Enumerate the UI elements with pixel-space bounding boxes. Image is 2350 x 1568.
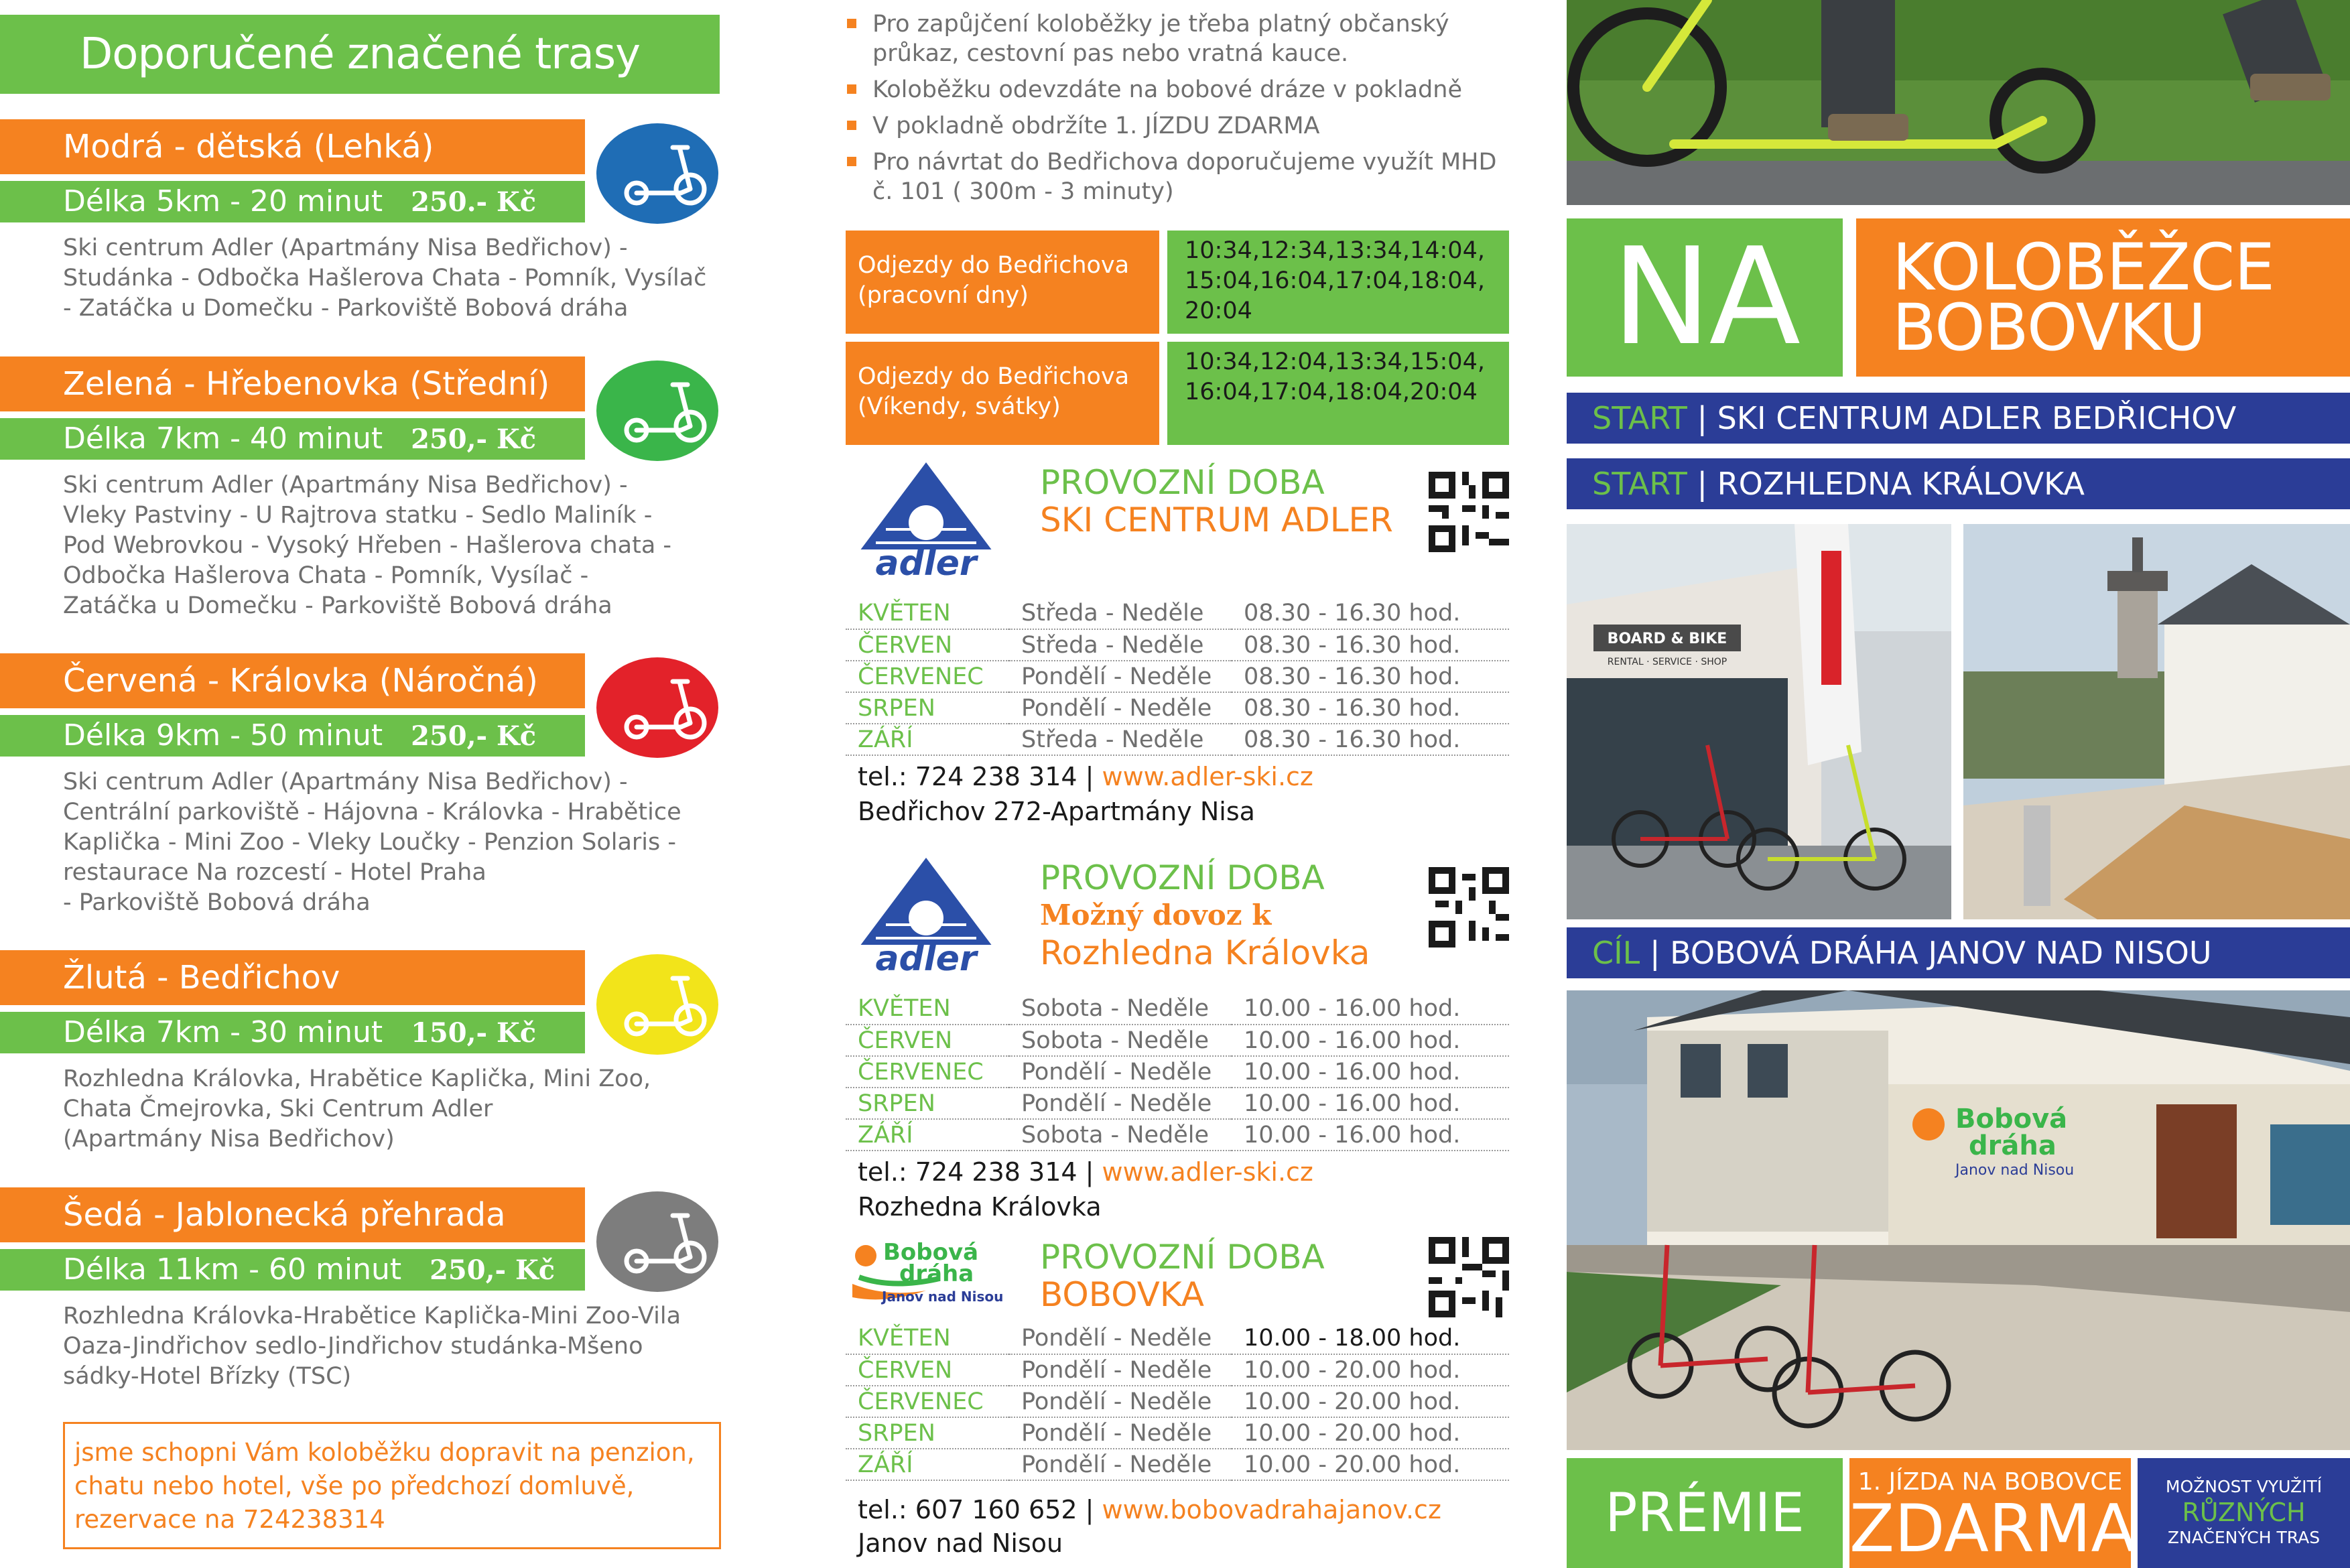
table-row: KVĚTEN Středa - Neděle 08.30 - 16.30 hod. <box>846 598 1509 629</box>
adler-logo <box>846 462 1006 590</box>
condition-item: V pokladně obdržíte 1. JÍZDU ZDARMA <box>838 111 1508 141</box>
cover-column <box>1567 0 2350 1568</box>
website-link[interactable]: www.bobovadrahajanov.cz <box>1102 1495 1441 1524</box>
schedule-table <box>846 993 1509 1151</box>
route-price: 150,- Kč <box>411 1017 537 1049</box>
delivery-note: jsme schopni Vám koloběžku dopravit na penzion, chatu nebo hotel, vše po předchozí domluvě, rezervace na 724238314 <box>63 1422 721 1549</box>
route-title: Modrá - dětská (Lehká) <box>0 119 585 174</box>
departures-weekdays <box>846 231 1509 334</box>
schedule-table <box>846 1323 1509 1481</box>
route-title: Červená - Královka (Náročná) <box>0 653 585 708</box>
address: Janov nad Nisou <box>858 1528 1063 1558</box>
condition-item: Koloběžku odevzdáte na bobové dráze v pokladně <box>838 75 1508 105</box>
finish-bar: CÍL | BOBOVÁ DRÁHA JANOV NAD NISOU <box>1567 927 2350 978</box>
scooter-icon <box>596 954 718 1055</box>
free-ride-big: ZDARMA <box>1849 1491 2136 1567</box>
start-bar-adler: START | SKI CENTRUM ADLER BEDŘICHOV <box>1567 393 2350 444</box>
routes-option-box: MOŽNOST VYUŽITÍ RŮZNÝCH ZNAČENÝCH TRAS <box>2138 1458 2350 1568</box>
scooter-icon <box>596 361 718 461</box>
svg-text:RENTAL · SERVICE · SHOP: RENTAL · SERVICE · SHOP <box>1607 657 1727 667</box>
schedule-subheading: Možný dovoz k <box>1040 899 1272 931</box>
bobova-draha-photo <box>1567 990 2350 1450</box>
table-row: ZÁŘÍ Středa - Neděle 08.30 - 16.30 hod. <box>846 724 1509 755</box>
schedule-subheading-2: Rozhledna Královka <box>1040 933 1370 972</box>
kolobezce-title: KOLOBĚŽCE BOBOVKU <box>1856 218 2350 377</box>
route-price: 250,- Kč <box>411 720 537 752</box>
rental-conditions <box>838 9 1508 213</box>
table-row: SRPEN Pondělí - Neděle 10.00 - 20.00 hod. <box>846 1417 1509 1449</box>
bike-shop-photo <box>1567 524 1951 919</box>
table-row: KVĚTEN Sobota - Neděle 10.00 - 16.00 hod. <box>846 993 1509 1025</box>
scooter-rider-photo <box>1567 0 2350 205</box>
schedule-heading: PROVOZNÍ DOBA <box>1040 1238 1325 1277</box>
table-row: ČERVENEC Pondělí - Neděle 08.30 - 16.30 hod. <box>846 661 1509 692</box>
free-ride-box <box>1849 1458 2136 1568</box>
route-price: 250,- Kč <box>430 1254 556 1286</box>
route-price: 250.- Kč <box>411 186 537 218</box>
table-row: ZÁŘÍ Pondělí - Neděle 10.00 - 20.00 hod. <box>846 1449 1509 1480</box>
svg-text:dráha: dráha <box>899 1260 974 1287</box>
route-title: Žlutá - Bedřichov <box>0 950 585 1005</box>
route-length: Délka 5km - 20 minut 250.- Kč <box>0 181 585 222</box>
website-link[interactable]: www.adler-ski.cz <box>1102 762 1313 791</box>
route-length: Délka 9km - 50 minut 250,- Kč <box>0 715 585 757</box>
route-price: 250,- Kč <box>411 423 537 455</box>
qr-code-icon <box>1429 867 1509 948</box>
table-row: ČERVEN Sobota - Neděle 10.00 - 16.00 hod. <box>846 1025 1509 1056</box>
qr-code-icon <box>1429 472 1509 552</box>
contact-line: tel.: 724 238 314 | www.adler-ski.cz <box>858 762 1313 791</box>
route-description: Rozhledna Královka-Hrabětice Kaplička-Mini Zoo-Vila Oaza-Jindřichov sedlo-Jindřichov studánka-Mšeno sádky-Hotel Břízky (TSC) <box>63 1303 681 1390</box>
route-description: Ski centrum Adler (Apartmány Nisa Bedřichov) - Centrální parkoviště - Hájovna - Královka - Hrabětice Kaplička - Mini Zoo - Vleky Loučky - Penzion Solaris - restaurace Na rozcestí - Hotel Praha - Parkoviště Bobová dráha <box>63 769 681 916</box>
schedule-heading: PROVOZNÍ DOBA <box>1040 463 1325 502</box>
free-ride-small: 1. JÍZDA NA BOBOVCE <box>1857 1468 2123 1496</box>
table-row: ZÁŘÍ Sobota - Neděle 10.00 - 16.00 hod. <box>846 1119 1509 1151</box>
svg-text:Janov nad Nisou: Janov nad Nisou <box>1955 1162 2075 1179</box>
info-column <box>838 0 1508 1568</box>
premie-label: PRÉMIE <box>1567 1458 1843 1568</box>
scooter-icon <box>596 657 718 758</box>
scooter-icon <box>596 1191 718 1292</box>
departures-weekend <box>846 342 1509 445</box>
route-description: Ski centrum Adler (Apartmány Nisa Bedřichov) - Studánka - Odbočka Hašlerova Chata - Pomník, Vysílač - Zatáčka u Domečku - Parkoviště Bobová dráha <box>63 235 707 322</box>
adler-logo <box>846 858 1006 985</box>
route-length: Délka 7km - 40 minut 250,- Kč <box>0 418 585 460</box>
svg-text:Janov nad Nisou: Janov nad Nisou <box>882 1289 1004 1305</box>
condition-item: Pro návrtat do Bedřichova doporučujeme využít MHD č. 101 ( 300m - 3 minuty) <box>838 147 1508 206</box>
route-length: Délka 7km - 30 minut 150,- Kč <box>0 1012 585 1053</box>
schedule-subheading: BOBOVKA <box>1040 1275 1204 1314</box>
start-bar-kralovka: START | ROZHLEDNA KRÁLOVKA <box>1567 458 2350 509</box>
departures-times: 10:34,12:34,13:34,14:04, 15:04,16:04,17:04,18:04, 20:04 <box>1167 231 1509 334</box>
qr-code-icon <box>1429 1237 1509 1317</box>
rozhledna-photo <box>1963 524 2350 919</box>
routes-heading: Doporučené značené trasy <box>0 15 720 94</box>
departures-label: Odjezdy do Bedřichova (pracovní dny) <box>846 231 1159 334</box>
table-row: ČERVENEC Pondělí - Neděle 10.00 - 20.00 hod. <box>846 1386 1509 1417</box>
svg-text:dráha: dráha <box>1969 1130 2057 1161</box>
departures-times: 10:34,12:04,13:34,15:04, 16:04,17:04,18:04,20:04 <box>1167 342 1509 445</box>
routes-column <box>0 0 730 1568</box>
table-row: ČERVEN Pondělí - Neděle 10.00 - 20.00 hod. <box>846 1354 1509 1386</box>
scooter-icon <box>596 123 718 224</box>
route-description: Rozhledna Královka, Hrabětice Kaplička, Mini Zoo, Chata Čmejrovka, Ski Centrum Adler (Apartmány Nisa Bedřichov) <box>63 1065 651 1153</box>
table-row: SRPEN Pondělí - Neděle 08.30 - 16.30 hod. <box>846 692 1509 724</box>
svg-text:Bobová: Bobová <box>883 1239 979 1266</box>
table-row: ČERVEN Středa - Neděle 08.30 - 16.30 hod. <box>846 629 1509 661</box>
condition-item: Pro zapůjčení koloběžky je třeba platný občanský průkaz, cestovní pas nebo vratná kauce. <box>838 9 1508 68</box>
svg-text:adler: adler <box>875 939 977 979</box>
website-link[interactable]: www.adler-ski.cz <box>1102 1157 1313 1187</box>
table-row: KVĚTEN Pondělí - Neděle 10.00 - 18.00 hod. <box>846 1323 1509 1354</box>
contact-line: tel.: 724 238 314 | www.adler-ski.cz <box>858 1157 1313 1187</box>
route-title: Šedá - Jablonecká přehrada <box>0 1187 585 1242</box>
schedule-subheading: SKI CENTRUM ADLER <box>1040 501 1393 539</box>
route-length: Délka 11km - 60 minut 250,- Kč <box>0 1249 585 1291</box>
schedule-heading: PROVOZNÍ DOBA <box>1040 858 1325 897</box>
address: Bedřichov 272-Apartmány Nisa <box>858 797 1255 826</box>
svg-text:Bobová: Bobová <box>1955 1104 2068 1134</box>
svg-text:BOARD & BIKE: BOARD & BIKE <box>1607 631 1727 647</box>
departures-label: Odjezdy do Bedřichova (Víkendy, svátky) <box>846 342 1159 445</box>
address: Rozhedna Královka <box>858 1192 1102 1222</box>
contact-line: tel.: 607 160 652 | www.bobovadrahajanov.cz <box>858 1495 1441 1524</box>
table-row: ČERVENEC Pondělí - Neděle 10.00 - 16.00 hod. <box>846 1056 1509 1088</box>
route-title: Zelená - Hřebenovka (Střední) <box>0 356 585 411</box>
na-title: NA <box>1567 218 1843 377</box>
route-description: Ski centrum Adler (Apartmány Nisa Bedřichov) - Vleky Pastviny - U Rajtrova statku - Sedlo Maliník - Pod Webrovkou - Vysoký Hřeben - Hašlerova chata - Odbočka Hašlerova Chata - Pomník, Vysílač - Zatáčka u Domečku - Parkoviště Bobová dráha <box>63 472 672 619</box>
table-row: SRPEN Pondělí - Neděle 10.00 - 16.00 hod. <box>846 1088 1509 1119</box>
svg-text:adler: adler <box>875 543 977 584</box>
schedule-table <box>846 598 1509 756</box>
